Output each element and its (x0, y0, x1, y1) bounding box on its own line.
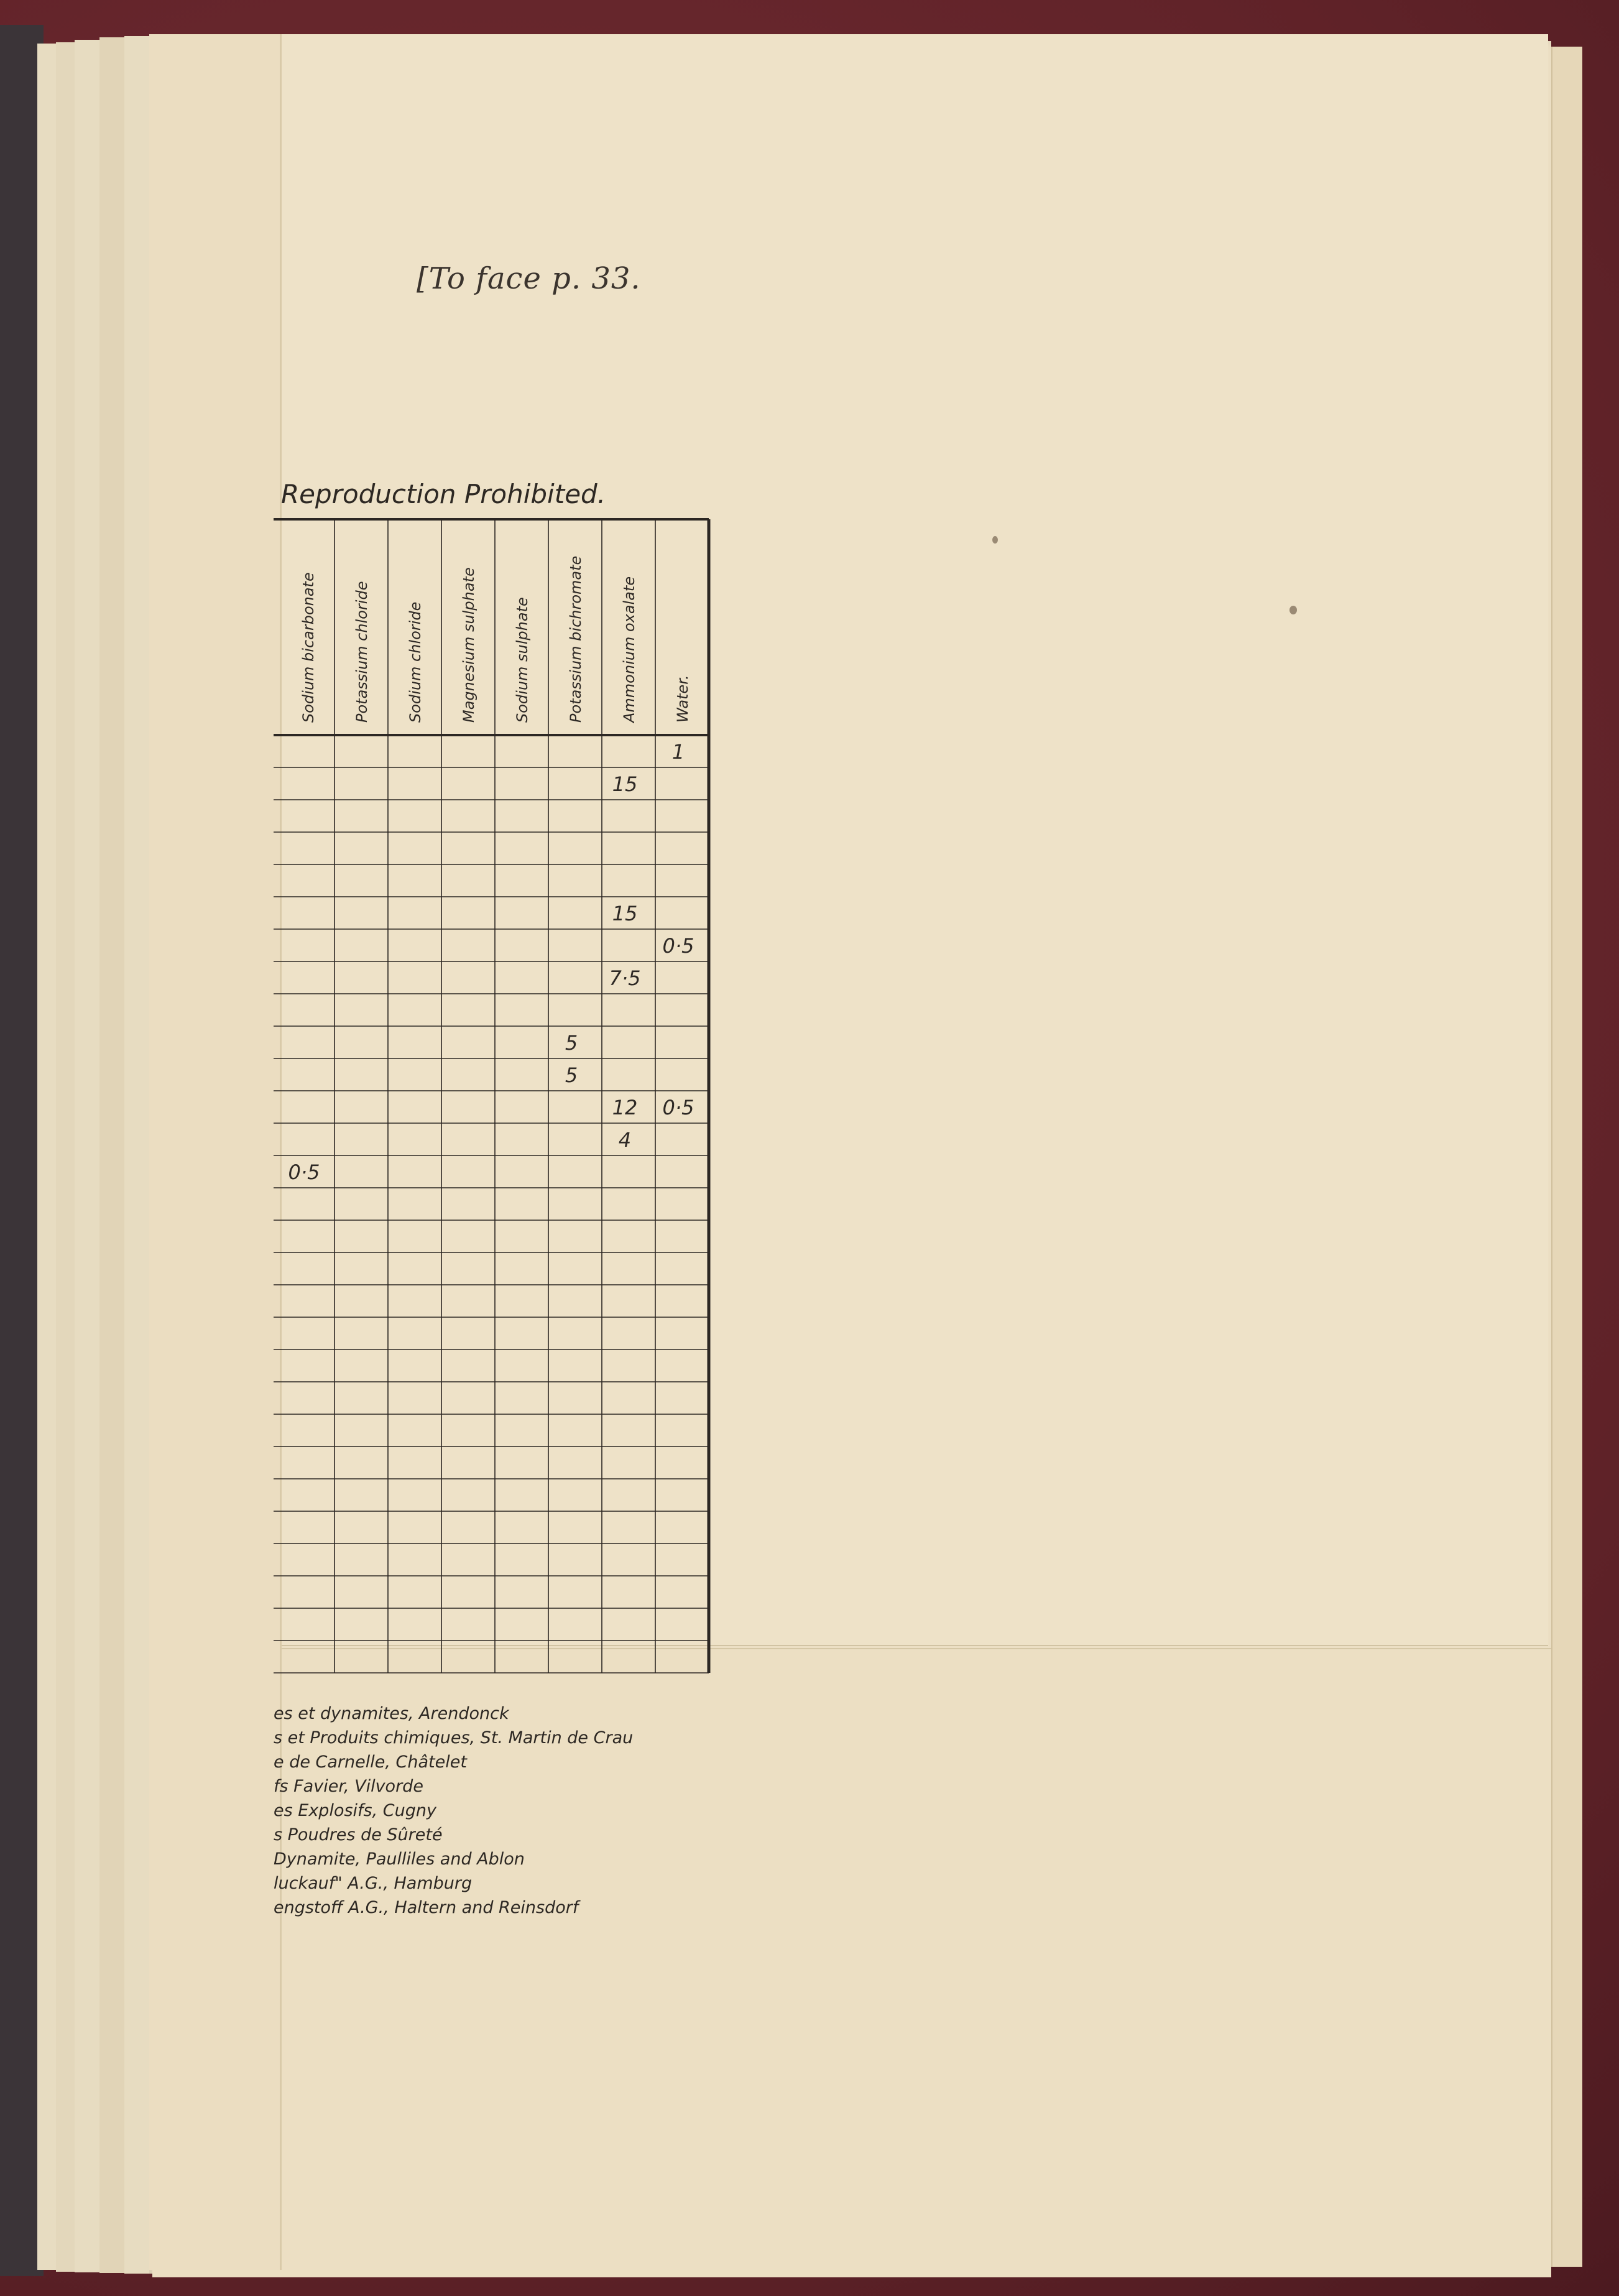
footnote-line: s et Produits chimiques, St. Martin de Crau (274, 1728, 634, 1747)
table-cell: 5 (565, 1063, 578, 1087)
table-cell: 1 (671, 740, 685, 764)
table-cell: 15 (612, 902, 638, 925)
column-header: Potassium chloride (353, 581, 371, 723)
footnote-line: fs Favier, Vilvorde (274, 1777, 423, 1796)
footnote-line: s Poudres de Sûreté (274, 1825, 443, 1845)
table-cell: 0·5 (288, 1160, 320, 1184)
chemical-table (274, 510, 721, 1654)
paper-speck (1289, 606, 1297, 614)
footnote-line: es Explosifs, Cugny (274, 1801, 436, 1820)
right-page-edge (1551, 47, 1582, 2267)
table-column-headers (300, 556, 691, 724)
reproduction-notice: Reproduction Prohibited. (281, 479, 606, 509)
footnote-line: engstoff A.G., Haltern and Reinsdorf (274, 1898, 579, 1917)
footnote-line: es et dynamites, Arendonck (274, 1704, 509, 1723)
footnote-line: Dynamite, Paulliles and Ablon (274, 1849, 525, 1869)
table-cell: 7·5 (609, 966, 641, 990)
column-header: Magnesium sulphate (460, 567, 477, 723)
column-header: Sodium sulphate (514, 597, 531, 723)
table-cell-values (288, 740, 694, 1184)
column-header: Ammonium oxalate (620, 576, 638, 723)
footnote-line: e de Carnelle, Châtelet (274, 1752, 467, 1772)
column-header: Potassium bichromate (567, 555, 584, 723)
column-header: Sodium chloride (407, 601, 424, 723)
folded-strip (149, 34, 282, 2270)
table-cell: 5 (565, 1031, 578, 1055)
page-reference-note: [To face p. 33. (417, 261, 641, 296)
footnote-line: luckauf" A.G., Hamburg (274, 1874, 473, 1893)
table-cell: 0·5 (662, 934, 694, 958)
column-header: Sodium bicarbonate (300, 572, 317, 723)
paper-speck (992, 536, 998, 544)
column-header: Water. (674, 675, 691, 723)
table-grid-lines (274, 519, 709, 1673)
table-cell: 15 (612, 772, 638, 796)
table-cell: 0·5 (662, 1096, 694, 1119)
table-cell: 4 (618, 1128, 632, 1152)
table-cell: 12 (612, 1096, 638, 1119)
